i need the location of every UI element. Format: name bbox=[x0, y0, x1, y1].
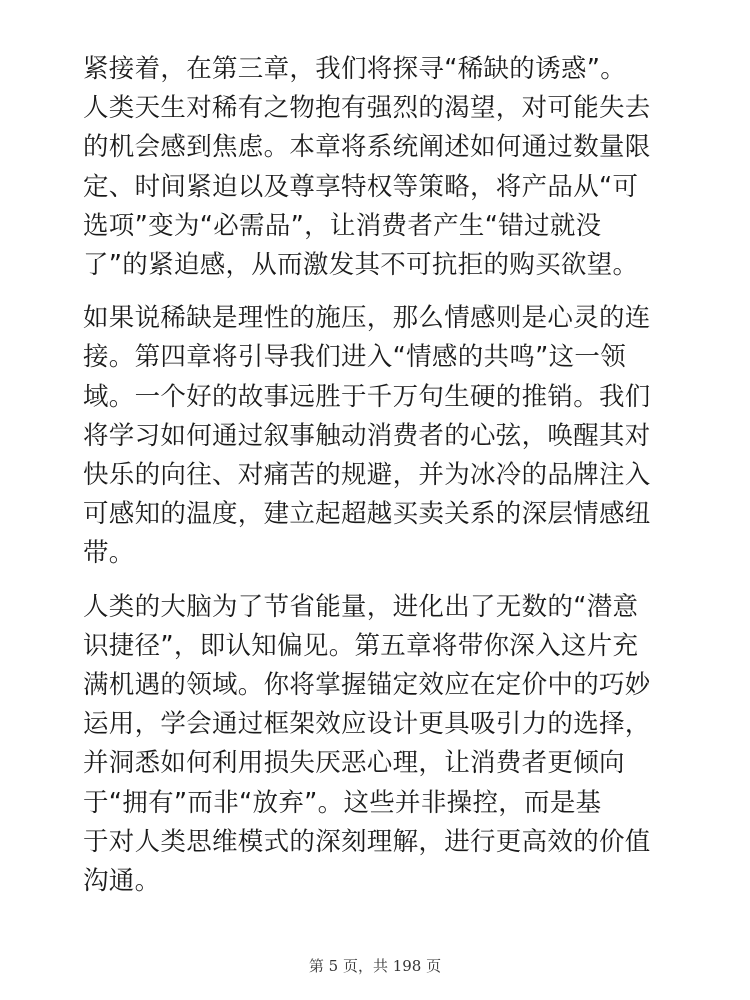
text-line: 识捷径”，即认知偏见。第五章将带你深入这片充 bbox=[83, 630, 639, 661]
text-line: 人类的大脑为了节省能量，进化出了无数的“潜意 bbox=[83, 591, 639, 622]
text-line: 接。第四章将引导我们进入“情感的共鸣”这一领 bbox=[83, 342, 627, 373]
paragraph bbox=[83, 299, 673, 573]
text-line: 人类天生对稀有之物抱有强烈的渴望，对可能失去 bbox=[83, 93, 651, 124]
text-line: 了”的紧迫感，从而激发其不可抗拒的购买欲望。 bbox=[83, 250, 639, 281]
text-line: 快乐的向往、对痛苦的规避，并为冰冷的品牌注入 bbox=[83, 460, 651, 491]
text-line: 满机遇的领域。你将掌握锚定效应在定价中的巧妙 bbox=[83, 670, 651, 701]
text-line: 的机会感到焦虑。本章将系统阐述如何通过数量限 bbox=[83, 132, 651, 163]
text-line: 紧接着，在第三章，我们将探寻“稀缺的诱惑”。 bbox=[83, 54, 627, 84]
text-line: 选项”变为“必需品”，让消费者产生“错过就没 bbox=[83, 210, 602, 241]
text-line: 定、时间紧迫以及尊享特权等策略，将产品从“可 bbox=[83, 171, 639, 202]
text-line: 沟通。 bbox=[83, 866, 161, 897]
text-line: 并洞悉如何利用损失厌恶心理，让消费者更倾向 bbox=[83, 748, 625, 779]
text-line: 将学习如何通过叙事触动消费者的心弦，唤醒其对 bbox=[83, 420, 651, 451]
text-line: 于“拥有”而非“放弃”。这些并非操控，而是基 bbox=[83, 787, 602, 818]
text-line: 如果说稀缺是理性的施压，那么情感则是心灵的连 bbox=[83, 303, 651, 334]
text-line: 运用，学会通过框架效应设计更具吸引力的选择， bbox=[83, 709, 651, 740]
text-line: 带。 bbox=[83, 538, 135, 569]
paragraph bbox=[83, 588, 673, 902]
paragraph bbox=[83, 50, 673, 285]
page-number-indicator: 第 5 页，共 198 页 bbox=[308, 957, 442, 975]
text-line: 域。一个好的故事远胜于千万句生硬的推销。我们 bbox=[83, 381, 651, 412]
page-content bbox=[83, 50, 673, 915]
text-line: 可感知的温度，建立起超越买卖关系的深层情感纽 bbox=[83, 499, 651, 530]
text-line: 于对人类思维模式的深刻理解，进行更高效的价值 bbox=[83, 826, 651, 857]
